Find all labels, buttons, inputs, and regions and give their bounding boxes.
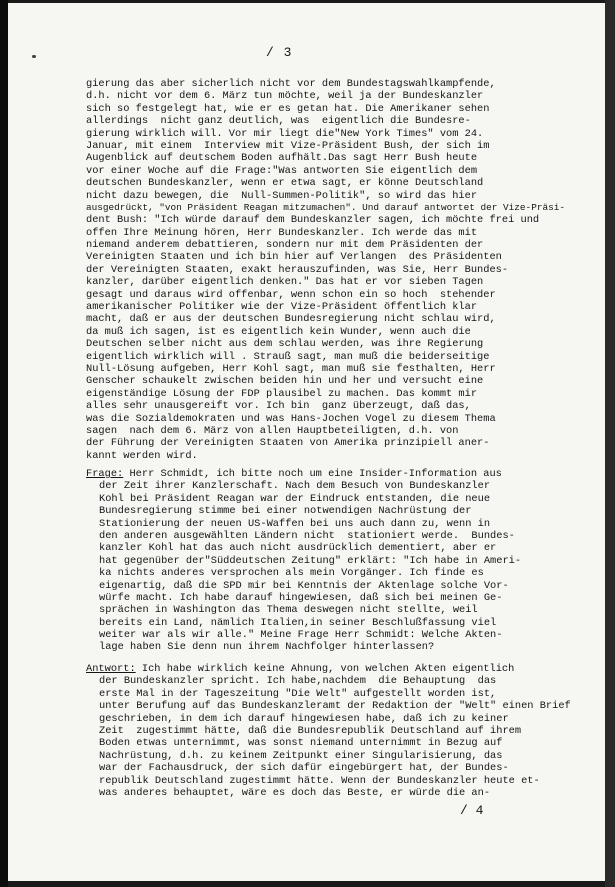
paragraph-line: Genscher schaukelt zwischen beiden hin und her und versucht eine [86, 375, 484, 388]
antwort-line: was anderes behauptet, wäre es doch das Beste, er würde die an- [99, 786, 491, 799]
antwort-line: war der Fachausdruck, der sich dafür eingebürgert hat, der Bundes- [99, 762, 509, 775]
antwort-line: geschrieben, in dem ich darauf hingewiesen habe, daß ich zu keiner [99, 712, 509, 725]
antwort-line: der Bundeskanzler spricht. Ich habe,nachdem die Behauptung das [99, 675, 497, 688]
frage-line: Stationierung der neuen US-Waffen bei uns auch dann zu, wenn in [99, 517, 491, 530]
antwort-line: Boden etwas unternimmt, was sonst niemand unternimmt in Bezug auf [99, 737, 503, 750]
paragraph-continued [86, 78, 566, 462]
frage-label: Frage: [86, 468, 124, 480]
antwort-line: unter Berufung auf das Bundeskanzleramt der Redaktion der "Welt" einen Brief [99, 700, 571, 713]
paragraph-line: Deutschen selber nicht aus dem schlau werden, was ihre Regierung [86, 338, 484, 351]
paragraph-line: vor einer Woche auf die Frage:"Was antworten Sie eigentlich dem [86, 164, 478, 177]
paragraph-line: Vereinigten Staaten und ich bin hier auf Verlangen des Präsidenten [86, 251, 502, 264]
paragraph-line: d.h. nicht vor dem 6. März tun möchte, weil ja der Bundeskanzler [86, 90, 484, 103]
antwort-section [86, 663, 576, 799]
paragraph-line: gierung das aber sicherlich nicht vor dem Bundestagswahlkampfende, [86, 78, 496, 90]
paragraph-line: da muß ich sagen, ist es eigentlich kein Wunder, wenn auch die [86, 325, 471, 338]
frage-line: sprächen in Washington das Thema deswegen nicht stellte, weil [99, 604, 478, 617]
frage-line: ka nichts anderes versprochen als mein Vorgänger. Ich finde es [99, 567, 484, 580]
paragraph-line: ausgedrückt, "von Präsident Reagan mitzumachen". Und darauf antwortet der Vize-Präsi- [86, 201, 566, 213]
paragraph-line: dent Bush: "Ich würde darauf dem Bundeskanzler sagen, ich möchte frei und [86, 214, 540, 227]
frage-line: weiter war als wir alle." Meine Frage Herr Schmidt: Welche Akten- [99, 629, 503, 642]
frage-line: bereits ein Land, nämlich Italien,in seiner Beschlußfassung viel [99, 616, 497, 629]
antwort-line: Zeit zugestimmt hätte, daß die Bundesrepublik Deutschland auf ihrem [99, 724, 522, 737]
frage-section [86, 468, 576, 654]
scan-edge-left [0, 0, 8, 887]
next-page-marker: / 4 [460, 803, 484, 818]
paragraph-line: gesagt und daraus wird offenbar, wenn schon ein so hoch stehender [86, 288, 496, 301]
page-number: / 3 [266, 45, 293, 60]
antwort-label: Antwort: [86, 663, 136, 675]
paragraph-line: eigenständige Lösung der FDP plausibel zu machen. Das kommt mir [86, 387, 478, 400]
paragraph-line: der Vereinigten Staaten, exakt herauszufinden, was Sie, Herr Bundes- [86, 263, 509, 276]
paragraph-line: der Führung der Vereinigten Staaten von Amerika prinzipiell aner- [86, 437, 490, 450]
paragraph-line: kanzler, darüber eigentlich denken." Das hat er vor sieben Tagen [86, 276, 484, 289]
scan-edge-right [605, 0, 615, 887]
paragraph-line: offen Ihre Meinung hören, Herr Bundeskanzler. Ich werde das mit [86, 226, 478, 239]
paragraph-line: sagen nach dem 6. März von allen Hauptbeteiligten, d.h. von [86, 424, 459, 437]
antwort-line: erste Mal in der Tageszeitung "Die Welt" aufgestellt worden ist, [99, 687, 497, 700]
frage-first-line: Herr Schmidt, ich bitte noch um eine Insider-Information aus [123, 468, 502, 480]
frage-line: lage haben Sie denn nun ihrem Nachfolger hinterlassen? [99, 641, 435, 654]
paragraph-line: amerikanischer Politiker wie der Vize-Präsident öffentlich klar [86, 301, 478, 314]
paragraph-line: was die Sozialdemokraten und was Hans-Jochen Vogel zu diesem Thema [86, 412, 496, 425]
frage-line: Bundesregierung stimme bei einer notwendigen Nachrüstung der [99, 505, 472, 518]
paragraph-line: gierung wirklich will. Vor mir liegt die"New York Times" vom 24. [86, 127, 484, 140]
document-page [8, 3, 605, 881]
paragraph-line: macht, daß er aus der deutschen Bundesregierung nicht schlau wird, [86, 313, 496, 326]
frage-line: hat gegenüber der"Süddeutschen Zeitung" erklärt: "Ich habe in Ameri- [99, 554, 522, 567]
frage-line: den anderen ausgewählten Ländern nicht stationiert werde. Bundes- [99, 529, 515, 542]
paragraph-line: alles sehr unausgereift vor. Ich bin ganz überzeugt, daß das, [86, 400, 471, 413]
paragraph-line: sich so festgelegt hat, wie er es getan hat. Die Amerikaner sehen [86, 102, 490, 115]
frage-line: würfe macht. Ich habe darauf hingewiesen, daß sich bei meinen Ge- [99, 591, 503, 604]
frage-line: kanzler Kohl hat das auch nicht ausdrücklich dementiert, aber er [99, 542, 497, 555]
antwort-line: Nachrüstung, d.h. zu keinem Zeitpunkt einer Singularisierung, das [99, 749, 503, 762]
paragraph-line: niemand anderem debattieren, sondern nur mit dem Präsidenten der [86, 239, 484, 252]
punch-mark [32, 55, 36, 58]
paragraph-line: Augenblick auf deutschem Boden aufhält.Das sagt Herr Bush heute [86, 152, 478, 165]
frage-line: eigenartig, daß die SPD mir bei Kenntnis der Aktenlage solche Vor- [99, 579, 509, 592]
paragraph-line: kannt werden wird. [86, 449, 198, 462]
frage-line: der Zeit ihrer Kanzlerschaft. Nach dem Besuch von Bundeskanzler [99, 480, 491, 493]
paragraph-line: deutschen Bundeskanzler, wenn er etwa sagt, er könne Deutschland [86, 177, 484, 190]
paragraph-line: Null-Lösung aufgeben, Herr Kohl sagt, man muß sie festhalten, Herr [86, 362, 496, 375]
antwort-first-line: Ich habe wirklich keine Ahnung, von welchen Akten eigentlich [135, 663, 515, 675]
frage-line: Kohl bei Präsident Reagan war der Eindruck entstanden, die neue [99, 492, 491, 505]
antwort-line: republik Deutschland zugestimmt hätte. Wenn der Bundeskanzler heute et- [99, 774, 540, 787]
paragraph-line: allerdings nicht ganz deutlich, was eigentlich die Bundesre- [86, 115, 471, 128]
paragraph-line: nicht dazu bewegen, die Null-Summen-Politik", so wird das hier [86, 189, 478, 202]
paragraph-line: Januar, mit einem Interview mit Vize-Präsident Bush, der sich im [86, 139, 490, 152]
paragraph-line: eigentlich wirklich will . Strauß sagt, man muß die beiderseitige [86, 350, 490, 363]
